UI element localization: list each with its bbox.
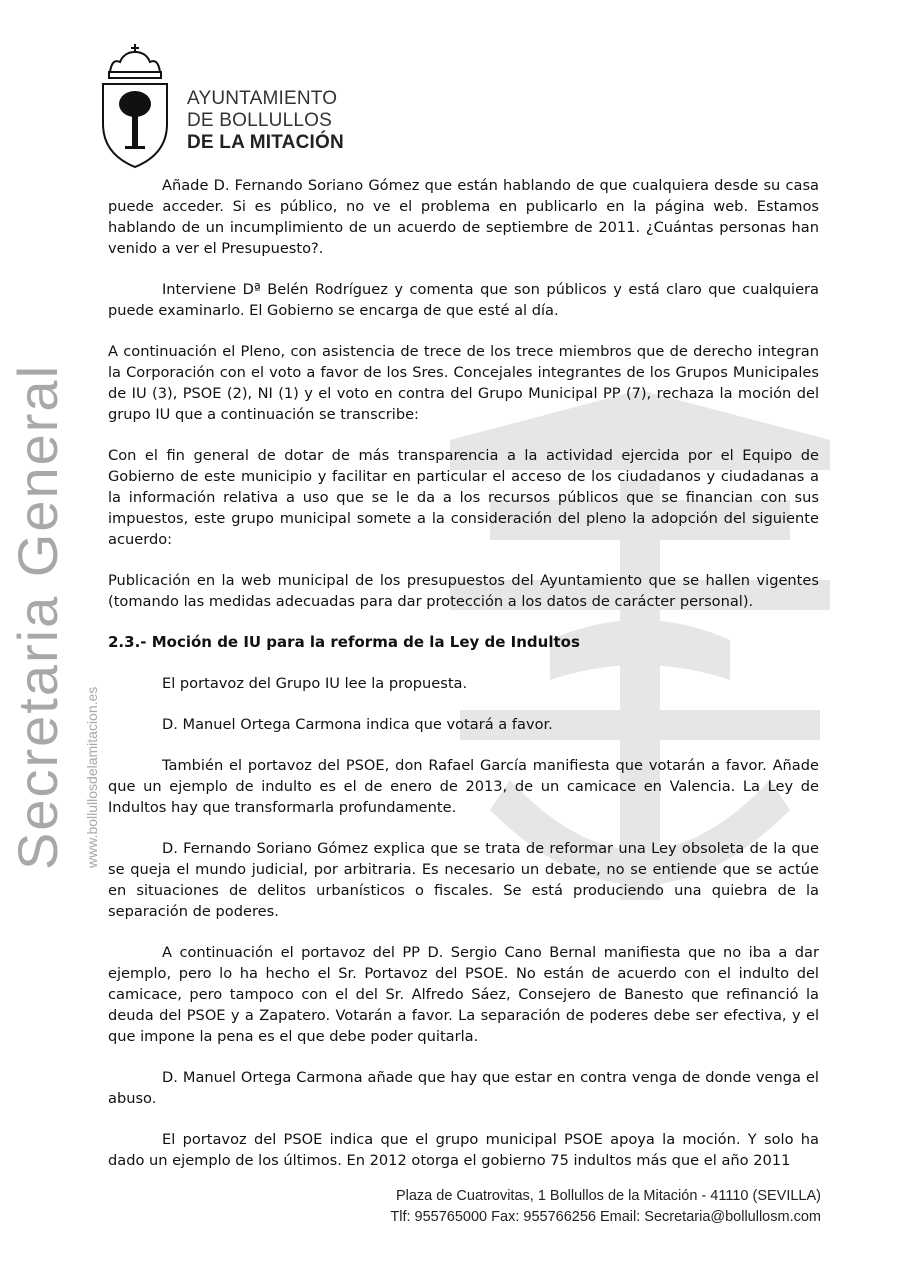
section-heading: 2.3.- Moción de IU para la reforma de la Ley de Indultos: [108, 633, 580, 651]
paragraph: D. Fernando Soriano Gómez explica que se trata de reformar una Ley obsoleta de la que se queja el mundo judicial, por arbitraria. Es necesario un debate, no se entiende que se actúe en situaciones de delitos urbanísticos o fiscales. Se está produciendo una quiebra de la separación de poderes.: [108, 840, 819, 920]
org-line-3: DE LA MITACIÓN: [187, 132, 344, 153]
footer-address: Plaza de Cuatrovitas, 1 Bollullos de la Mitación - 41110 (SEVILLA): [395, 1188, 821, 1204]
document-body: [108, 175, 819, 1191]
paragraph: Interviene Dª Belén Rodríguez y comenta que son públicos y está claro que cualquiera puede examinarlo. El Gobierno se encarga de que esté al día.: [108, 281, 819, 319]
coat-of-arms-logo: [100, 44, 170, 169]
paragraph: D. Manuel Ortega Carmona indica que votará a favor.: [162, 716, 553, 733]
side-title: Secretaria General: [6, 363, 69, 870]
paragraph: Publicación en la web municipal de los presupuestos del Ayuntamiento que se hallen vigentes (tomando las medidas adecuadas para dar protección a los datos de carácter personal).: [108, 572, 819, 610]
page-footer: [390, 1186, 821, 1228]
organization-name: [187, 88, 344, 154]
paragraph: El portavoz del Grupo IU lee la propuesta.: [162, 675, 468, 692]
side-watermark: [6, 363, 100, 870]
paragraph: Añade D. Fernando Soriano Gómez que están hablando de que cualquiera desde su casa puede acceder. Si es público, no ve el problema en publicarlo en la página web. Estamos hablando de un incumplimiento de un acuerdo de septiembre de 2011. ¿Cuántas personas han venido a ver el Presupuesto?.: [108, 177, 819, 257]
footer-contact: Tlf: 955765000 Fax: 955766256 Email: Secretaria@bollullosm.com: [390, 1209, 821, 1225]
org-line-1: AYUNTAMIENTO: [187, 88, 338, 109]
paragraph: D. Manuel Ortega Carmona añade que hay que estar en contra venga de donde venga el abuso.: [108, 1069, 819, 1107]
paragraph: A continuación el portavoz del PP D. Sergio Cano Bernal manifiesta que no iba a dar ejemplo, pero lo ha hecho el Sr. Portavoz del PSOE. No están de acuerdo con el indulto del camicace, pero tampoco con el del Sr. Alfredo Sáez, Consejero de Banesto que refinanció la deuda del PSOE y a Zapatero. Votarán a favor. La separación de poderes debe ser efectiva, y el que impone la pena es el que debe poder quitarla.: [108, 944, 819, 1045]
org-line-2: DE BOLLULLOS: [187, 110, 332, 131]
paragraph: También el portavoz del PSOE, don Rafael García manifiesta que votarán a favor. Añade que un ejemplo de indulto es el de enero de 2013, de un camicace en Valencia. La Ley de Indultos hay que transformarla profundamente.: [108, 757, 819, 816]
paragraph: Con el fin general de dotar de más transparencia a la actividad ejercida por el Equipo de Gobierno de este municipio y facilitar en particular el acceso de los ciudadanos y ciudadanas a la información relativa a uso que se le da a los recursos públicos que se financian con sus impuestos, este grupo municipal somete a la consideración del pleno la adopción del siguiente acuerdo:: [108, 447, 819, 548]
paragraph: A continuación el Pleno, con asistencia de trece de los trece miembros que de derecho integran la Corporación con el voto a favor de los Sres. Concejales integrantes de los Grupos Municipales de IU (3), PSOE (2), NI (1) y el voto en contra del Grupo Municipal PP (7), rechaza la moción del grupo IU que a continuación se transcribe:: [108, 343, 819, 423]
side-url: www.bollullosdelamitacion.es: [84, 686, 100, 868]
paragraph: El portavoz del PSOE indica que el grupo municipal PSOE apoya la moción. Y solo ha dado un ejemplo de los últimos. En 2012 otorga el gobierno 75 indultos más que el año 2011: [108, 1131, 819, 1169]
